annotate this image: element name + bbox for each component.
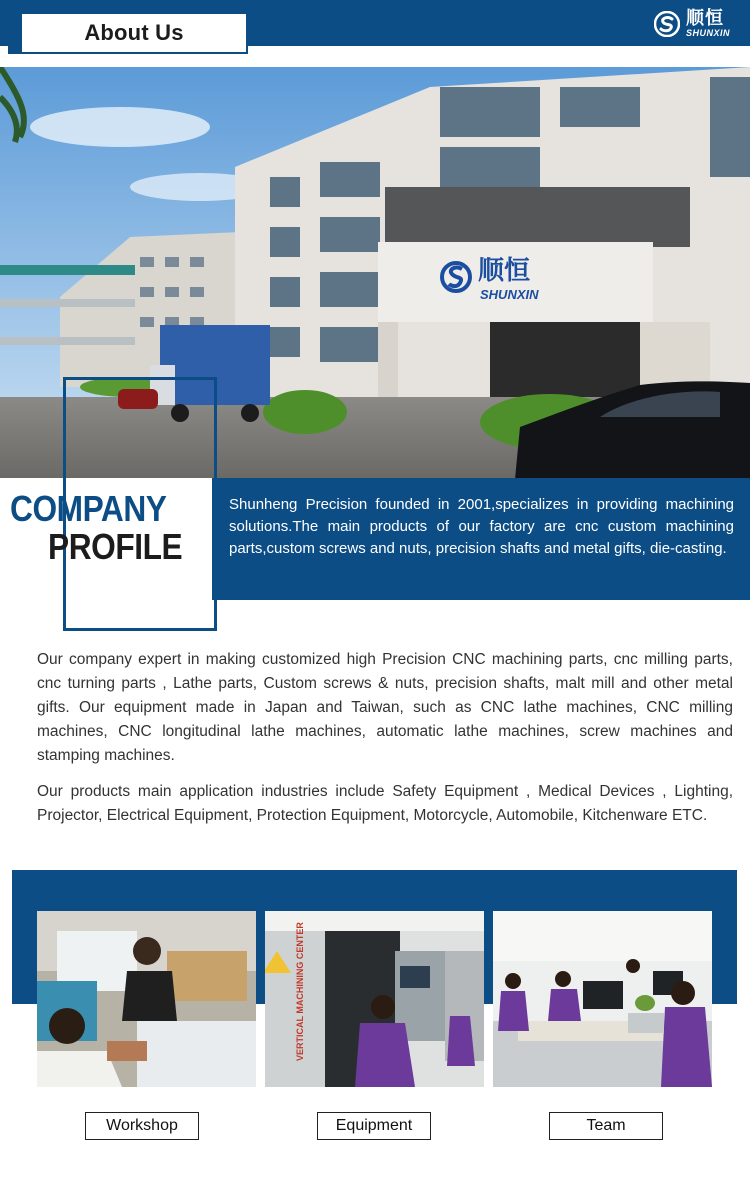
logo-english-text: SHUNXIN (685, 28, 730, 38)
equipment-illustration (265, 911, 484, 1087)
equipment-photo[interactable] (265, 911, 484, 1087)
company-description: Our company expert in making customized high Precision CNC machining parts, cnc milling parts, cnc turning parts , Lathe parts, Custom screws & nuts, precision shafts, malt mill and other metal gifts. Our equipment made in Japan and Taiwan, such as CNC lathe machines, CNC milling machines, CNC longitudinal lathe machines, automatic lathe machines, screw machines and stamping machines. (37, 651, 733, 764)
caption-workshop[interactable]: Workshop (85, 1112, 199, 1140)
industries-description: Our products main application industries include Safety Equipment , Medical Devices , Lighting, Projector, Electrical Equipment, Protection Equipment, Motorcycle, Automobile, Kitchenware ETC. (37, 783, 733, 824)
machine-label: VERTICAL MACHINING CENTER (295, 922, 305, 1061)
workshop-illustration (37, 911, 256, 1087)
profile-title-company: COMPANY (10, 488, 167, 529)
building-sign-en: SHUNXIN (480, 287, 539, 302)
logo-chinese-text: 顺恒 (685, 8, 724, 28)
team-photo[interactable] (493, 911, 712, 1087)
building-sign-cn: 顺恒 (478, 256, 531, 286)
header-tab (8, 6, 244, 54)
logo-s-icon (654, 11, 680, 37)
page-title: About Us (84, 20, 184, 45)
caption-equipment[interactable]: Equipment (317, 1112, 431, 1140)
profile-summary-text: Shunheng Precision founded in 2001,specializes in providing machining solutions.The main products of our factory are cnc custom machining parts,custom screws and nuts, precision shafts and metal gifts, die-casting. (229, 496, 734, 557)
page-title-box (20, 12, 248, 54)
workshop-photo[interactable] (37, 911, 256, 1087)
team-illustration (493, 911, 712, 1087)
profile-title-profile: PROFILE (48, 526, 183, 567)
brand-logo[interactable] (654, 9, 730, 38)
caption-team[interactable]: Team (549, 1112, 663, 1140)
